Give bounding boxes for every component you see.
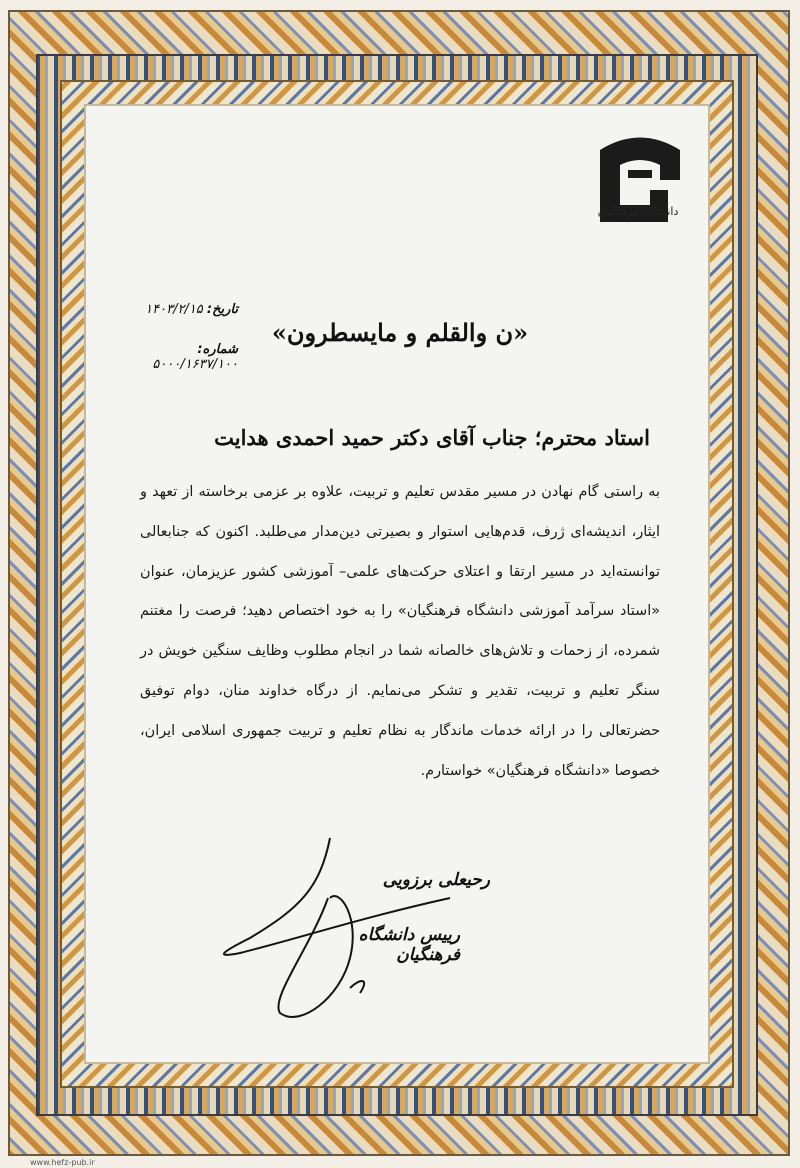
number-line (118, 342, 238, 372)
salutation: استاد محترم؛ جناب آقای دکتر حمید احمدی هدایت (214, 425, 650, 450)
signatory-title: رییس دانشگاه فرهنگیان (358, 925, 460, 965)
logo-caption: دانشگاه فرهنگیان (597, 205, 679, 218)
number-value: ۵۰۰۰/۱۶۳۷/۱۰۰ (152, 357, 238, 372)
letter-body: به راستی گام نهادن در مسیر مقدس تعلیم و تربیت، علاوه بر عزمی برخاسته از تعهد و ایثار، اندیشه‌ای ژرف، قدم‌هایی استوار و بصیرتی دین‌مدار می‌طلبد. اکنون که جنابعالی توانسته‌اید در مسیر ارتقا و اعتلای حرکت‌های علمی– آموزشی کشور عزیزمان، عنوان «استاد سرآمد آموزشی دانشگاه فرهنگیان» را به خود اختصاص دهید؛ فرصت را مغتنم شمرده، از زحمات و تلاش‌های خالصانه شما در انجام مطلوب وظایف سنگین خویش در سنگر تعلیم و تربیت، تقدیر و تشکر می‌نمایم. از درگاه خداوند منان، دوام توفیق حضرتعالی را در ارائه خدمات ماندگار به نظام تعلیم و تربیت جمهوری اسلامی ایران، خصوصا «دانشگاه فرهنگیان» خواستارم. (140, 484, 660, 779)
opening-verse: «ن والقلم و مایسطرون» (271, 318, 529, 347)
date-label: تاریخ: (206, 302, 238, 317)
date-line (118, 302, 238, 317)
signatory-name: رحیعلی برزویی (382, 870, 490, 890)
date-value: ۱۴۰۳/۲/۱۵ (145, 302, 203, 317)
number-label: شماره: (197, 342, 238, 357)
footer-url: www.hefz-pub.ir (30, 1158, 95, 1167)
